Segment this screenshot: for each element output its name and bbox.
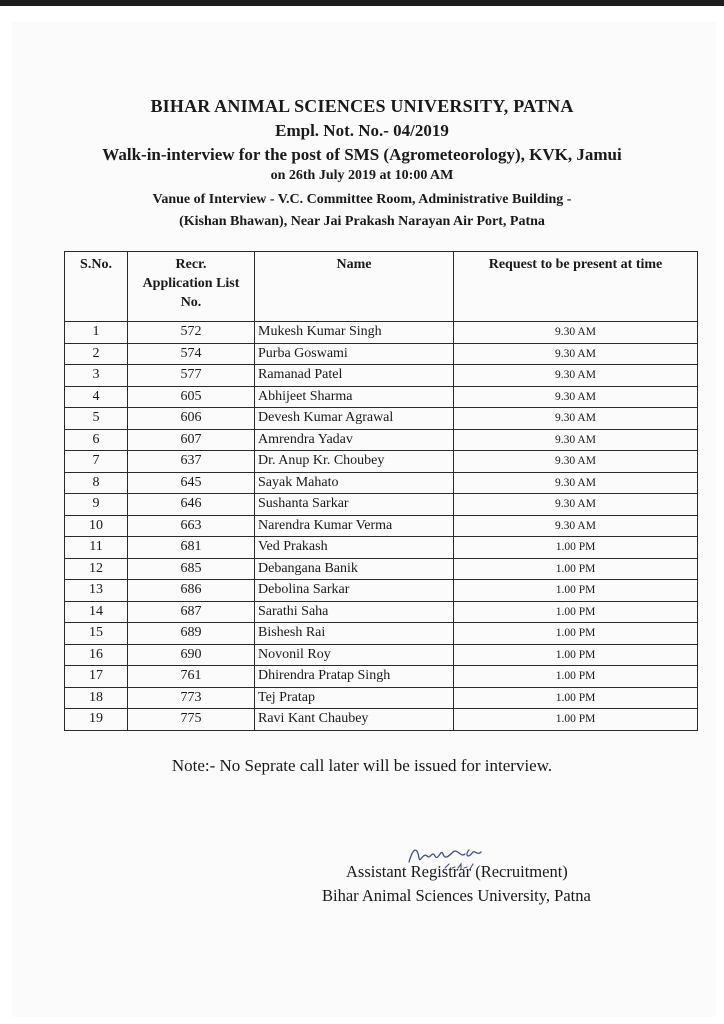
cell-time: 1.00 PM bbox=[454, 558, 698, 580]
cell-name: Abhijeet Sharma bbox=[255, 386, 454, 408]
table-row bbox=[65, 343, 698, 365]
cell-time: 1.00 PM bbox=[454, 580, 698, 602]
cell-application-no: 690 bbox=[128, 644, 255, 666]
table-row bbox=[65, 537, 698, 559]
cell-time: 9.30 AM bbox=[454, 343, 698, 365]
cell-application-no: 574 bbox=[128, 343, 255, 365]
table-header-row bbox=[65, 252, 698, 322]
cell-sno: 14 bbox=[65, 601, 128, 623]
col-header-application-line2: Application List bbox=[142, 276, 240, 291]
cell-sno: 10 bbox=[65, 515, 128, 537]
cell-sno: 11 bbox=[65, 537, 128, 559]
cell-time: 9.30 AM bbox=[454, 408, 698, 430]
table-row bbox=[65, 472, 698, 494]
table-body bbox=[65, 322, 698, 731]
table-row bbox=[65, 322, 698, 344]
post-title: Walk-in-interview for the post of SMS (Agrometeorology), KVK, Jamui bbox=[102, 145, 622, 164]
cell-application-no: 606 bbox=[128, 408, 255, 430]
notification-number: Empl. Not. No.- 04/2019 bbox=[275, 121, 449, 140]
table-row bbox=[65, 558, 698, 580]
cell-application-no: 773 bbox=[128, 687, 255, 709]
cell-application-no: 607 bbox=[128, 429, 255, 451]
university-title: BIHAR ANIMAL SCIENCES UNIVERSITY, PATNA bbox=[150, 96, 574, 116]
cell-sno: 1 bbox=[65, 322, 128, 344]
cell-name: Ved Prakash bbox=[255, 537, 454, 559]
table-row bbox=[65, 666, 698, 688]
cell-time: 9.30 AM bbox=[454, 451, 698, 473]
cell-time: 9.30 AM bbox=[454, 494, 698, 516]
venue-line-2: (Kishan Bhawan), Near Jai Prakash Narayan Air Port, Patna bbox=[179, 214, 545, 229]
cell-time: 1.00 PM bbox=[454, 601, 698, 623]
table-row bbox=[65, 515, 698, 537]
cell-application-no: 685 bbox=[128, 558, 255, 580]
cell-time: 1.00 PM bbox=[454, 644, 698, 666]
cell-sno: 15 bbox=[65, 623, 128, 645]
table-row bbox=[65, 386, 698, 408]
cell-name: Ravi Kant Chaubey bbox=[255, 709, 454, 731]
cell-time: 9.30 AM bbox=[454, 472, 698, 494]
cell-application-no: 761 bbox=[128, 666, 255, 688]
cell-sno: 3 bbox=[65, 365, 128, 387]
cell-name: Purba Goswami bbox=[255, 343, 454, 365]
scan-top-edge bbox=[0, 0, 724, 6]
cell-name: Narendra Kumar Verma bbox=[255, 515, 454, 537]
cell-sno: 7 bbox=[65, 451, 128, 473]
cell-application-no: 637 bbox=[128, 451, 255, 473]
col-header-application bbox=[128, 252, 255, 322]
cell-name: Devesh Kumar Agrawal bbox=[255, 408, 454, 430]
cell-application-no: 577 bbox=[128, 365, 255, 387]
cell-name: Ramanad Patel bbox=[255, 365, 454, 387]
cell-time: 9.30 AM bbox=[454, 386, 698, 408]
cell-sno: 18 bbox=[65, 687, 128, 709]
table-row bbox=[65, 623, 698, 645]
cell-name: Dhirendra Pratap Singh bbox=[255, 666, 454, 688]
table-row bbox=[65, 365, 698, 387]
cell-time: 9.30 AM bbox=[454, 322, 698, 344]
cell-sno: 13 bbox=[65, 580, 128, 602]
cell-sno: 6 bbox=[65, 429, 128, 451]
cell-sno: 2 bbox=[65, 343, 128, 365]
cell-sno: 19 bbox=[65, 709, 128, 731]
cell-application-no: 689 bbox=[128, 623, 255, 645]
cell-time: 9.30 AM bbox=[454, 429, 698, 451]
cell-name: Mukesh Kumar Singh bbox=[255, 322, 454, 344]
table-row bbox=[65, 451, 698, 473]
cell-time: 1.00 PM bbox=[454, 687, 698, 709]
cell-name: Bishesh Rai bbox=[255, 623, 454, 645]
col-header-sno: S.No. bbox=[65, 252, 128, 322]
signatory-designation: Assistant Registrar (Recruitment) bbox=[346, 862, 568, 881]
col-header-application-line1: Recr. bbox=[175, 257, 207, 272]
cell-name: Amrendra Yadav bbox=[255, 429, 454, 451]
cell-name: Tej Pratap bbox=[255, 687, 454, 709]
table-row bbox=[65, 709, 698, 731]
cell-application-no: 572 bbox=[128, 322, 255, 344]
table-row bbox=[65, 494, 698, 516]
cell-sno: 8 bbox=[65, 472, 128, 494]
col-header-name: Name bbox=[255, 252, 454, 322]
cell-time: 1.00 PM bbox=[454, 623, 698, 645]
cell-name: Dr. Anup Kr. Choubey bbox=[255, 451, 454, 473]
cell-sno: 12 bbox=[65, 558, 128, 580]
table-row bbox=[65, 429, 698, 451]
venue-line-1: Vanue of Interview - V.C. Committee Room, Administrative Building - bbox=[152, 192, 572, 207]
cell-name: Debangana Banik bbox=[255, 558, 454, 580]
cell-application-no: 663 bbox=[128, 515, 255, 537]
cell-name: Debolina Sarkar bbox=[255, 580, 454, 602]
cell-name: Sayak Mahato bbox=[255, 472, 454, 494]
cell-sno: 17 bbox=[65, 666, 128, 688]
table-row bbox=[65, 644, 698, 666]
cell-time: 1.00 PM bbox=[454, 537, 698, 559]
cell-application-no: 645 bbox=[128, 472, 255, 494]
table-row bbox=[65, 687, 698, 709]
cell-name: Sushanta Sarkar bbox=[255, 494, 454, 516]
cell-application-no: 775 bbox=[128, 709, 255, 731]
cell-sno: 9 bbox=[65, 494, 128, 516]
cell-sno: 5 bbox=[65, 408, 128, 430]
cell-application-no: 686 bbox=[128, 580, 255, 602]
cell-application-no: 605 bbox=[128, 386, 255, 408]
cell-sno: 4 bbox=[65, 386, 128, 408]
table-row bbox=[65, 408, 698, 430]
cell-time: 9.30 AM bbox=[454, 515, 698, 537]
cell-time: 1.00 PM bbox=[454, 666, 698, 688]
cell-name: Novonil Roy bbox=[255, 644, 454, 666]
col-header-time: Request to be present at time bbox=[454, 252, 698, 322]
cell-application-no: 681 bbox=[128, 537, 255, 559]
candidate-table bbox=[64, 251, 698, 731]
interview-date: on 26th July 2019 at 10:00 AM bbox=[270, 168, 454, 183]
signatory-organisation: Bihar Animal Sciences University, Patna bbox=[322, 886, 591, 905]
cell-application-no: 646 bbox=[128, 494, 255, 516]
cell-time: 9.30 AM bbox=[454, 365, 698, 387]
cell-application-no: 687 bbox=[128, 601, 255, 623]
note-text: Note:- No Seprate call later will be issued for interview. bbox=[171, 756, 553, 775]
cell-name: Sarathi Saha bbox=[255, 601, 454, 623]
table-row bbox=[65, 580, 698, 602]
cell-time: 1.00 PM bbox=[454, 709, 698, 731]
col-header-application-line3: No. bbox=[180, 295, 202, 310]
cell-sno: 16 bbox=[65, 644, 128, 666]
table-row bbox=[65, 601, 698, 623]
